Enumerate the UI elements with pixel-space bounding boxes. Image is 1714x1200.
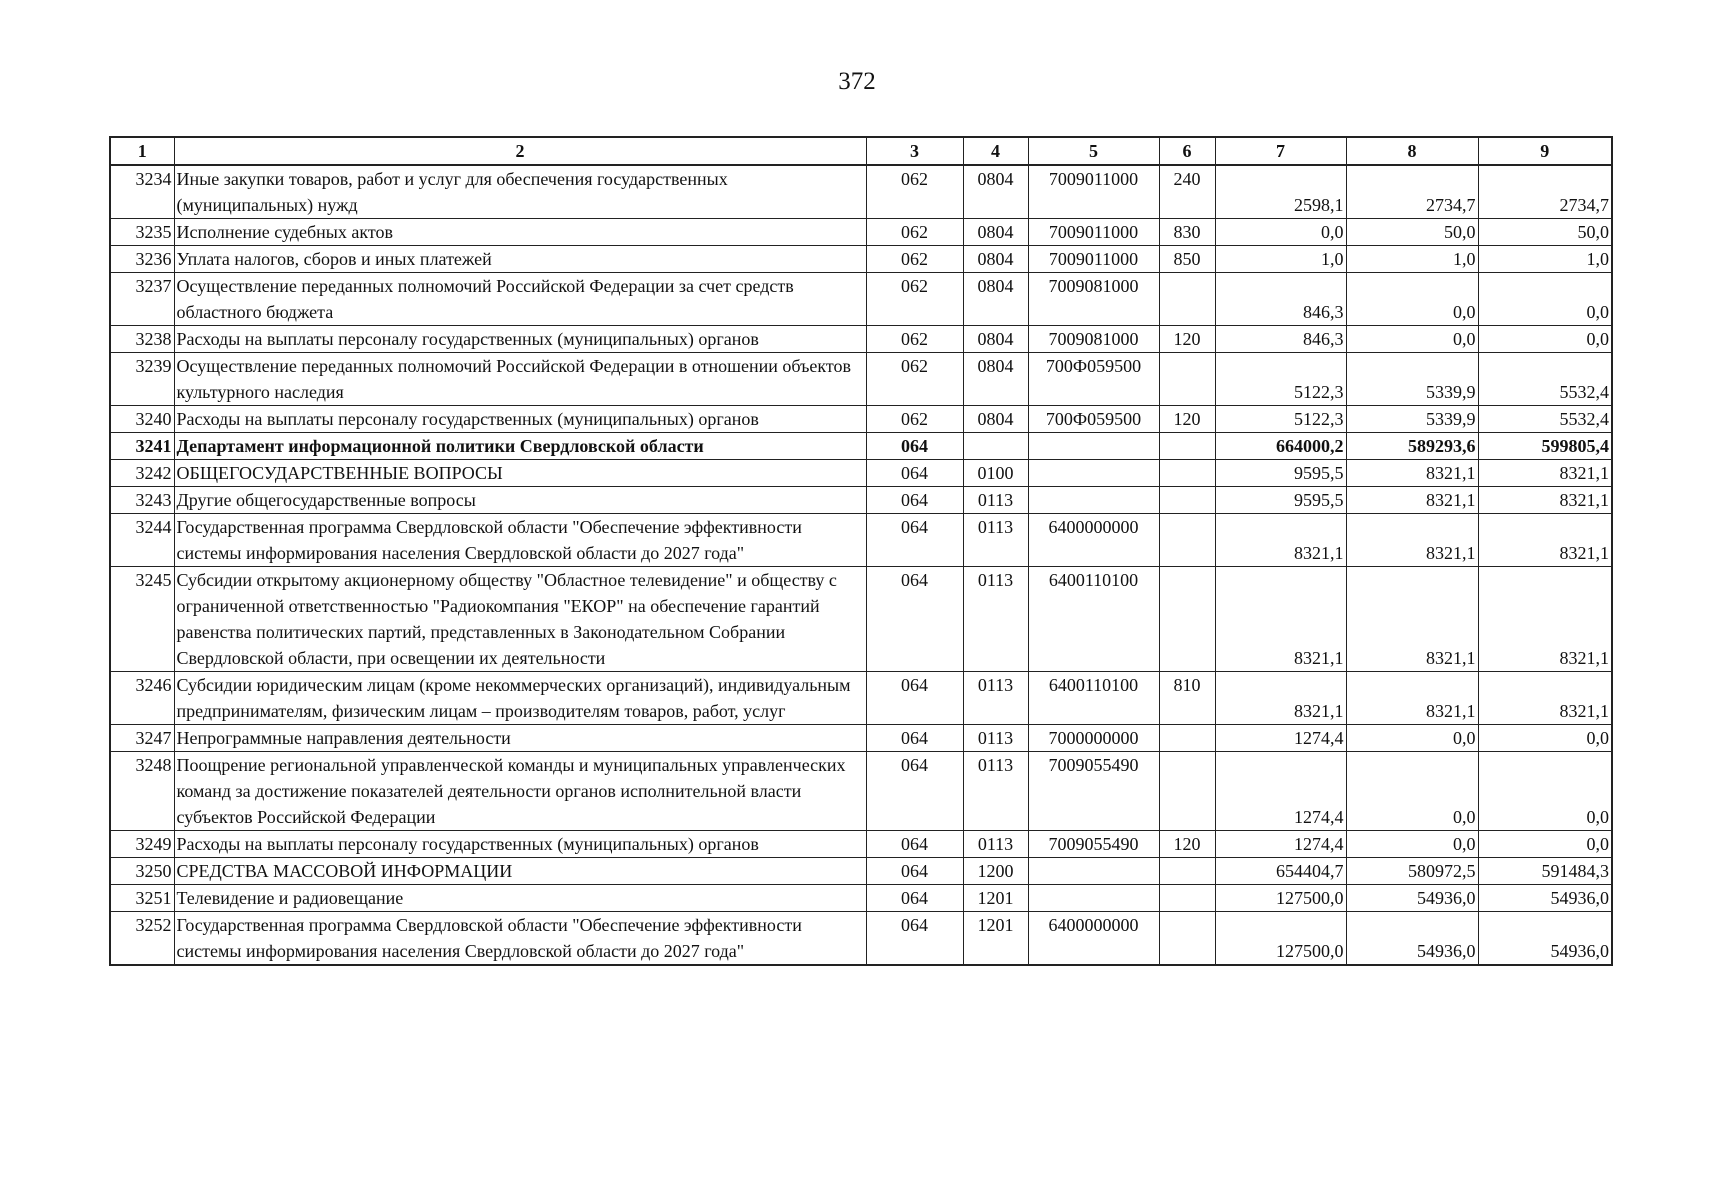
code-department: 062 (866, 165, 963, 219)
amount-col-7: 846,3 (1215, 273, 1346, 326)
code-department: 064 (866, 460, 963, 487)
code-department: 064 (866, 885, 963, 912)
code-target-article: 6400110100 (1028, 567, 1159, 672)
code-section: 1201 (963, 912, 1028, 966)
code-department: 064 (866, 433, 963, 460)
row-name: СРЕДСТВА МАССОВОЙ ИНФОРМАЦИИ (174, 858, 866, 885)
amount-col-9: 2734,7 (1478, 165, 1612, 219)
row-name: Департамент информационной политики Свердловской области (174, 433, 866, 460)
amount-col-9: 8321,1 (1478, 514, 1612, 567)
amount-col-9: 591484,3 (1478, 858, 1612, 885)
code-department: 064 (866, 514, 963, 567)
row-number: 3239 (110, 353, 174, 406)
amount-col-7: 9595,5 (1215, 460, 1346, 487)
amount-col-7: 8321,1 (1215, 514, 1346, 567)
code-section: 0113 (963, 567, 1028, 672)
row-name: Телевидение и радиовещание (174, 885, 866, 912)
code-department: 064 (866, 831, 963, 858)
amount-col-9: 0,0 (1478, 831, 1612, 858)
amount-col-7: 127500,0 (1215, 912, 1346, 966)
code-section: 1200 (963, 858, 1028, 885)
code-target-article: 6400000000 (1028, 514, 1159, 567)
table-row (110, 246, 1612, 273)
code-target-article (1028, 433, 1159, 460)
amount-col-7: 5122,3 (1215, 353, 1346, 406)
code-expense-type: 120 (1159, 831, 1215, 858)
code-target-article: 6400000000 (1028, 912, 1159, 966)
header-cell: 4 (963, 137, 1028, 165)
table-body (110, 165, 1612, 965)
code-expense-type (1159, 752, 1215, 831)
page-number: 372 (838, 68, 876, 95)
code-section: 0804 (963, 273, 1028, 326)
row-number: 3245 (110, 567, 174, 672)
code-target-article: 7000000000 (1028, 725, 1159, 752)
header-cell: 9 (1478, 137, 1612, 165)
table-row (110, 460, 1612, 487)
code-department: 062 (866, 406, 963, 433)
table-row (110, 487, 1612, 514)
row-number: 3244 (110, 514, 174, 567)
code-section (963, 433, 1028, 460)
row-name: Государственная программа Свердловской области "Обеспечение эффективности системы информирования населения Свердловской области до 2027 года" (174, 514, 866, 567)
amount-col-9: 5532,4 (1478, 406, 1612, 433)
row-number: 3252 (110, 912, 174, 966)
header-cell: 3 (866, 137, 963, 165)
code-expense-type: 120 (1159, 326, 1215, 353)
table-row (110, 672, 1612, 725)
code-target-article: 7009011000 (1028, 165, 1159, 219)
header-cell: 8 (1346, 137, 1478, 165)
row-number: 3240 (110, 406, 174, 433)
code-expense-type: 830 (1159, 219, 1215, 246)
amount-col-8: 8321,1 (1346, 672, 1478, 725)
table-row (110, 165, 1612, 219)
code-expense-type: 120 (1159, 406, 1215, 433)
amount-col-7: 1274,4 (1215, 752, 1346, 831)
row-name: Расходы на выплаты персоналу государственных (муниципальных) органов (174, 831, 866, 858)
table-row (110, 514, 1612, 567)
row-name: Исполнение судебных актов (174, 219, 866, 246)
row-name: Поощрение региональной управленческой команды и муниципальных управленческих команд за достижение показателей деятельности органов исполнительной власти субъектов Российской Федерации (174, 752, 866, 831)
row-name: Непрограммные направления деятельности (174, 725, 866, 752)
amount-col-8: 2734,7 (1346, 165, 1478, 219)
row-name: ОБЩЕГОСУДАРСТВЕННЫЕ ВОПРОСЫ (174, 460, 866, 487)
amount-col-8: 0,0 (1346, 752, 1478, 831)
row-number: 3247 (110, 725, 174, 752)
code-section: 1201 (963, 885, 1028, 912)
amount-col-9: 8321,1 (1478, 487, 1612, 514)
code-expense-type (1159, 460, 1215, 487)
code-target-article (1028, 885, 1159, 912)
row-number: 3248 (110, 752, 174, 831)
code-department: 064 (866, 725, 963, 752)
amount-col-8: 0,0 (1346, 273, 1478, 326)
header-cell: 2 (174, 137, 866, 165)
amount-col-9: 1,0 (1478, 246, 1612, 273)
amount-col-7: 1,0 (1215, 246, 1346, 273)
amount-col-9: 54936,0 (1478, 912, 1612, 966)
amount-col-7: 846,3 (1215, 326, 1346, 353)
row-name: Государственная программа Свердловской области "Обеспечение эффективности системы информирования населения Свердловской области до 2027 года" (174, 912, 866, 966)
amount-col-7: 8321,1 (1215, 567, 1346, 672)
amount-col-9: 0,0 (1478, 725, 1612, 752)
row-number: 3249 (110, 831, 174, 858)
amount-col-8: 0,0 (1346, 326, 1478, 353)
amount-col-7: 5122,3 (1215, 406, 1346, 433)
code-department: 062 (866, 326, 963, 353)
amount-col-9: 0,0 (1478, 326, 1612, 353)
code-expense-type: 850 (1159, 246, 1215, 273)
row-number: 3241 (110, 433, 174, 460)
amount-col-8: 8321,1 (1346, 567, 1478, 672)
table-row (110, 433, 1612, 460)
row-number: 3237 (110, 273, 174, 326)
row-name: Осуществление переданных полномочий Российской Федерации в отношении объектов культурного наследия (174, 353, 866, 406)
amount-col-7: 0,0 (1215, 219, 1346, 246)
code-department: 064 (866, 858, 963, 885)
row-number: 3242 (110, 460, 174, 487)
code-target-article (1028, 487, 1159, 514)
row-name: Уплата налогов, сборов и иных платежей (174, 246, 866, 273)
table-row (110, 858, 1612, 885)
row-name: Субсидии открытому акционерному обществу "Областное телевидение" и обществу с ограниченной ответственностью "Радиокомпания "ЕКОР" на обеспечение гарантий равенства политических партий, представленных в Законодательном Собрании Свердловской области, при освещении их деятельности (174, 567, 866, 672)
code-target-article: 7009011000 (1028, 219, 1159, 246)
amount-col-8: 54936,0 (1346, 912, 1478, 966)
code-target-article (1028, 460, 1159, 487)
amount-col-7: 654404,7 (1215, 858, 1346, 885)
amount-col-8: 50,0 (1346, 219, 1478, 246)
table-row (110, 725, 1612, 752)
code-expense-type (1159, 353, 1215, 406)
amount-col-9: 0,0 (1478, 752, 1612, 831)
amount-col-7: 8321,1 (1215, 672, 1346, 725)
header-cell: 7 (1215, 137, 1346, 165)
code-target-article: 7009081000 (1028, 326, 1159, 353)
code-target-article: 7009055490 (1028, 752, 1159, 831)
amount-col-8: 0,0 (1346, 725, 1478, 752)
code-expense-type (1159, 514, 1215, 567)
header-cell: 5 (1028, 137, 1159, 165)
code-target-article: 7009055490 (1028, 831, 1159, 858)
code-section: 0100 (963, 460, 1028, 487)
code-section: 0804 (963, 219, 1028, 246)
amount-col-9: 50,0 (1478, 219, 1612, 246)
table-row (110, 567, 1612, 672)
row-name: Другие общегосударственные вопросы (174, 487, 866, 514)
code-target-article: 700Ф059500 (1028, 353, 1159, 406)
row-number: 3250 (110, 858, 174, 885)
table-row (110, 406, 1612, 433)
code-expense-type (1159, 487, 1215, 514)
code-section: 0804 (963, 165, 1028, 219)
amount-col-8: 580972,5 (1346, 858, 1478, 885)
amount-col-9: 0,0 (1478, 273, 1612, 326)
row-number: 3238 (110, 326, 174, 353)
amount-col-9: 599805,4 (1478, 433, 1612, 460)
code-department: 064 (866, 487, 963, 514)
code-target-article: 7009011000 (1028, 246, 1159, 273)
table-row (110, 831, 1612, 858)
row-number: 3243 (110, 487, 174, 514)
amount-col-8: 8321,1 (1346, 460, 1478, 487)
row-number: 3234 (110, 165, 174, 219)
code-department: 062 (866, 273, 963, 326)
table-row (110, 273, 1612, 326)
code-section: 0804 (963, 406, 1028, 433)
code-department: 062 (866, 219, 963, 246)
amount-col-8: 54936,0 (1346, 885, 1478, 912)
code-department: 062 (866, 353, 963, 406)
row-name: Осуществление переданных полномочий Российской Федерации за счет средств областного бюджета (174, 273, 866, 326)
code-section: 0113 (963, 752, 1028, 831)
code-expense-type: 810 (1159, 672, 1215, 725)
code-expense-type (1159, 725, 1215, 752)
code-target-article: 7009081000 (1028, 273, 1159, 326)
code-target-article: 700Ф059500 (1028, 406, 1159, 433)
amount-col-7: 664000,2 (1215, 433, 1346, 460)
code-section: 0113 (963, 487, 1028, 514)
code-department: 064 (866, 567, 963, 672)
row-name: Расходы на выплаты персоналу государственных (муниципальных) органов (174, 406, 866, 433)
row-number: 3235 (110, 219, 174, 246)
row-name: Иные закупки товаров, работ и услуг для обеспечения государственных (муниципальных) нужд (174, 165, 866, 219)
amount-col-9: 8321,1 (1478, 460, 1612, 487)
amount-col-7: 127500,0 (1215, 885, 1346, 912)
table-row (110, 219, 1612, 246)
code-target-article (1028, 858, 1159, 885)
amount-col-8: 589293,6 (1346, 433, 1478, 460)
budget-table (109, 136, 1613, 966)
code-department: 062 (866, 246, 963, 273)
amount-col-9: 8321,1 (1478, 672, 1612, 725)
table-row (110, 326, 1612, 353)
amount-col-7: 2598,1 (1215, 165, 1346, 219)
code-department: 064 (866, 912, 963, 966)
row-name: Расходы на выплаты персоналу государственных (муниципальных) органов (174, 326, 866, 353)
row-number: 3251 (110, 885, 174, 912)
code-expense-type (1159, 912, 1215, 966)
amount-col-8: 5339,9 (1346, 406, 1478, 433)
code-expense-type (1159, 885, 1215, 912)
code-section: 0804 (963, 353, 1028, 406)
code-section: 0113 (963, 725, 1028, 752)
table-row (110, 912, 1612, 966)
table-row (110, 752, 1612, 831)
amount-col-7: 1274,4 (1215, 725, 1346, 752)
header-row (110, 137, 1612, 165)
amount-col-7: 1274,4 (1215, 831, 1346, 858)
code-section: 0804 (963, 246, 1028, 273)
code-expense-type (1159, 273, 1215, 326)
code-section: 0113 (963, 672, 1028, 725)
code-section: 0113 (963, 514, 1028, 567)
code-expense-type (1159, 433, 1215, 460)
code-target-article: 6400110100 (1028, 672, 1159, 725)
code-department: 064 (866, 752, 963, 831)
header-cell: 1 (110, 137, 174, 165)
amount-col-8: 8321,1 (1346, 514, 1478, 567)
amount-col-8: 1,0 (1346, 246, 1478, 273)
amount-col-7: 9595,5 (1215, 487, 1346, 514)
code-expense-type (1159, 567, 1215, 672)
amount-col-9: 8321,1 (1478, 567, 1612, 672)
table-row (110, 353, 1612, 406)
amount-col-8: 5339,9 (1346, 353, 1478, 406)
code-section: 0113 (963, 831, 1028, 858)
amount-col-9: 5532,4 (1478, 353, 1612, 406)
code-expense-type (1159, 858, 1215, 885)
amount-col-8: 8321,1 (1346, 487, 1478, 514)
row-number: 3246 (110, 672, 174, 725)
amount-col-9: 54936,0 (1478, 885, 1612, 912)
code-department: 064 (866, 672, 963, 725)
row-number: 3236 (110, 246, 174, 273)
code-section: 0804 (963, 326, 1028, 353)
table-row (110, 885, 1612, 912)
amount-col-8: 0,0 (1346, 831, 1478, 858)
header-cell: 6 (1159, 137, 1215, 165)
code-expense-type: 240 (1159, 165, 1215, 219)
row-name: Субсидии юридическим лицам (кроме некоммерческих организаций), индивидуальным предпринимателям, физическим лицам – производителям товаров, работ, услуг (174, 672, 866, 725)
